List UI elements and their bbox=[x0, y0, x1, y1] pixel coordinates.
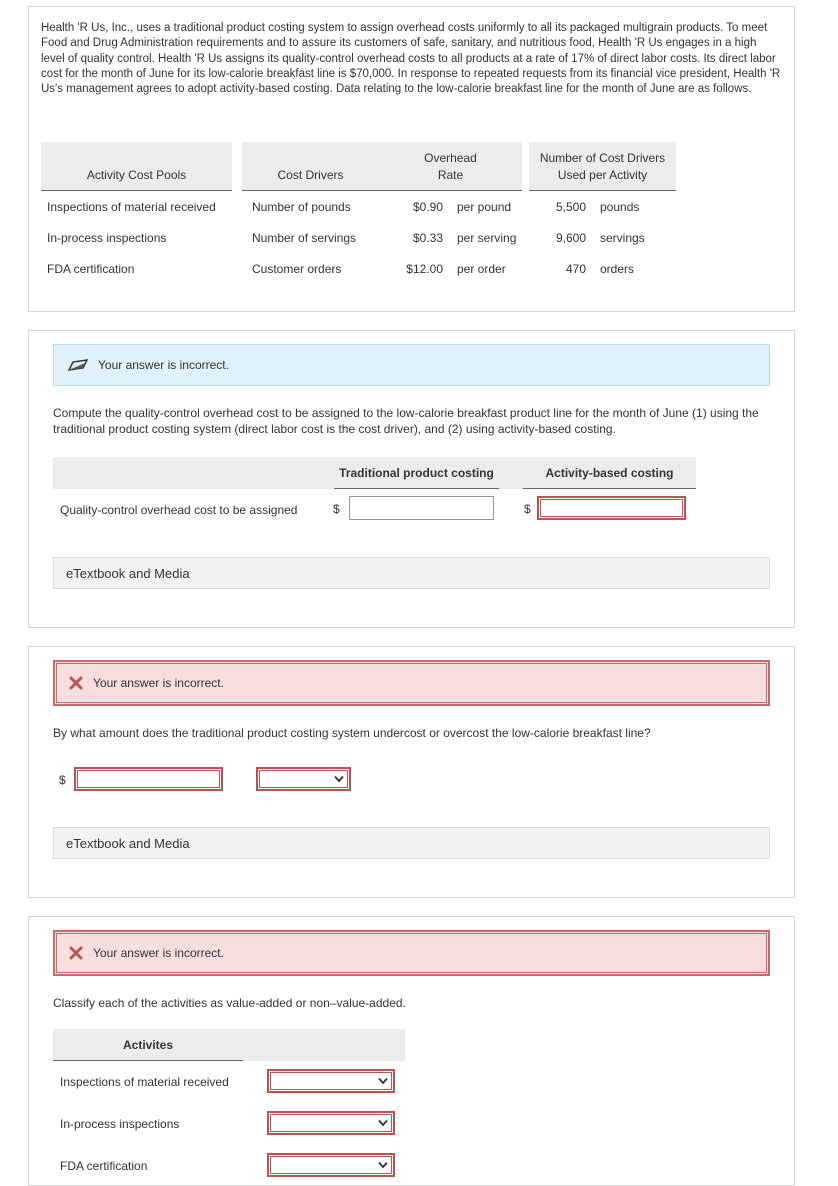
header-driver: Cost Drivers bbox=[242, 142, 379, 191]
undercost-overcost-select[interactable] bbox=[256, 767, 351, 791]
part3-panel bbox=[28, 916, 795, 1186]
part2-panel bbox=[28, 646, 795, 898]
amount-input[interactable] bbox=[74, 767, 223, 791]
row-label: Quality-control overhead cost to be assigned bbox=[60, 503, 298, 517]
col-abc: Activity-based costing bbox=[523, 457, 696, 489]
currency-symbol: $ bbox=[524, 502, 531, 516]
chevron-down-icon bbox=[378, 1161, 388, 1169]
chevron-down-icon bbox=[334, 775, 344, 783]
pencil-icon bbox=[68, 359, 88, 371]
classification-select[interactable] bbox=[267, 1153, 395, 1177]
chevron-down-icon bbox=[378, 1119, 388, 1127]
error-x-icon bbox=[69, 946, 83, 960]
cost-table bbox=[41, 142, 676, 284]
table-row: In-process inspections Number of servings $0.33 per serving 9,600 servings bbox=[47, 230, 645, 245]
header-rate: Overhead Rate bbox=[379, 142, 522, 191]
question-text: By what amount does the traditional product costing system undercost or overcost the low-calorie breakfast line? bbox=[53, 726, 651, 740]
abc-cost-input[interactable] bbox=[537, 496, 686, 520]
activity-label: In-process inspections bbox=[60, 1117, 180, 1131]
currency-symbol: $ bbox=[59, 773, 66, 787]
table-row: Inspections of material received Number of pounds $0.90 per pound 5,500 pounds bbox=[47, 199, 640, 214]
header-pool: Activity Cost Pools bbox=[41, 142, 232, 191]
traditional-cost-input[interactable] bbox=[349, 496, 494, 520]
part1-panel bbox=[28, 330, 795, 628]
etextbook-media-button[interactable]: eTextbook and Media bbox=[53, 557, 770, 589]
feedback-text: Your answer is incorrect. bbox=[93, 676, 224, 690]
classification-select[interactable] bbox=[267, 1069, 395, 1093]
problem-panel bbox=[28, 6, 795, 312]
classification-select[interactable] bbox=[267, 1111, 395, 1135]
activity-label: FDA certification bbox=[60, 1159, 148, 1173]
header-used: Number of Cost Drivers Used per Activity bbox=[529, 142, 676, 191]
col-traditional: Traditional product costing bbox=[334, 457, 499, 489]
etextbook-media-button[interactable]: eTextbook and Media bbox=[53, 827, 770, 859]
feedback-text: Your answer is incorrect. bbox=[93, 946, 224, 960]
feedback-banner bbox=[53, 660, 770, 706]
chevron-down-icon bbox=[378, 1077, 388, 1085]
problem-intro: Health 'R Us, Inc., uses a traditional product costing system to assign overhead costs uniformly to all its packaged multigrain products. To meet Food and Drug Administration requirements and to assure its customers of safe, sanitary, and nutritious food, Health 'R Us engages in a high level of quality control. Health 'R Us assigns its quality-control overhead costs to all products at a rate of 17% of direct labor costs. Its direct labor cost for the month of June for its low-calorie breakfast line is $70,000. In response to repeated requests from its financial vice president, Health 'R Us's management agrees to adopt activity-based costing. Data relating to the low-calorie breakfast line for the month of June are as follows. bbox=[41, 22, 781, 96]
error-x-icon bbox=[69, 676, 83, 690]
feedback-banner bbox=[53, 930, 770, 976]
feedback-text: Your answer is incorrect. bbox=[98, 358, 229, 372]
activity-label: Inspections of material received bbox=[60, 1075, 229, 1089]
currency-symbol: $ bbox=[333, 502, 340, 516]
answer-header bbox=[53, 457, 696, 489]
col-activities: Activites bbox=[53, 1029, 243, 1061]
question-text: Compute the quality-control overhead cost to be assigned to the low-calorie breakfast product line for the month of June (1) using the traditional product costing system (direct labor cost is the cost driver), and (2) using activity-based costing. bbox=[53, 406, 759, 436]
activities-header bbox=[53, 1029, 405, 1061]
question-text: Classify each of the activities as value-added or non–value-added. bbox=[53, 996, 406, 1010]
table-row: FDA certification Customer orders $12.00 per order 470 orders bbox=[47, 261, 635, 276]
feedback-banner bbox=[53, 344, 770, 386]
